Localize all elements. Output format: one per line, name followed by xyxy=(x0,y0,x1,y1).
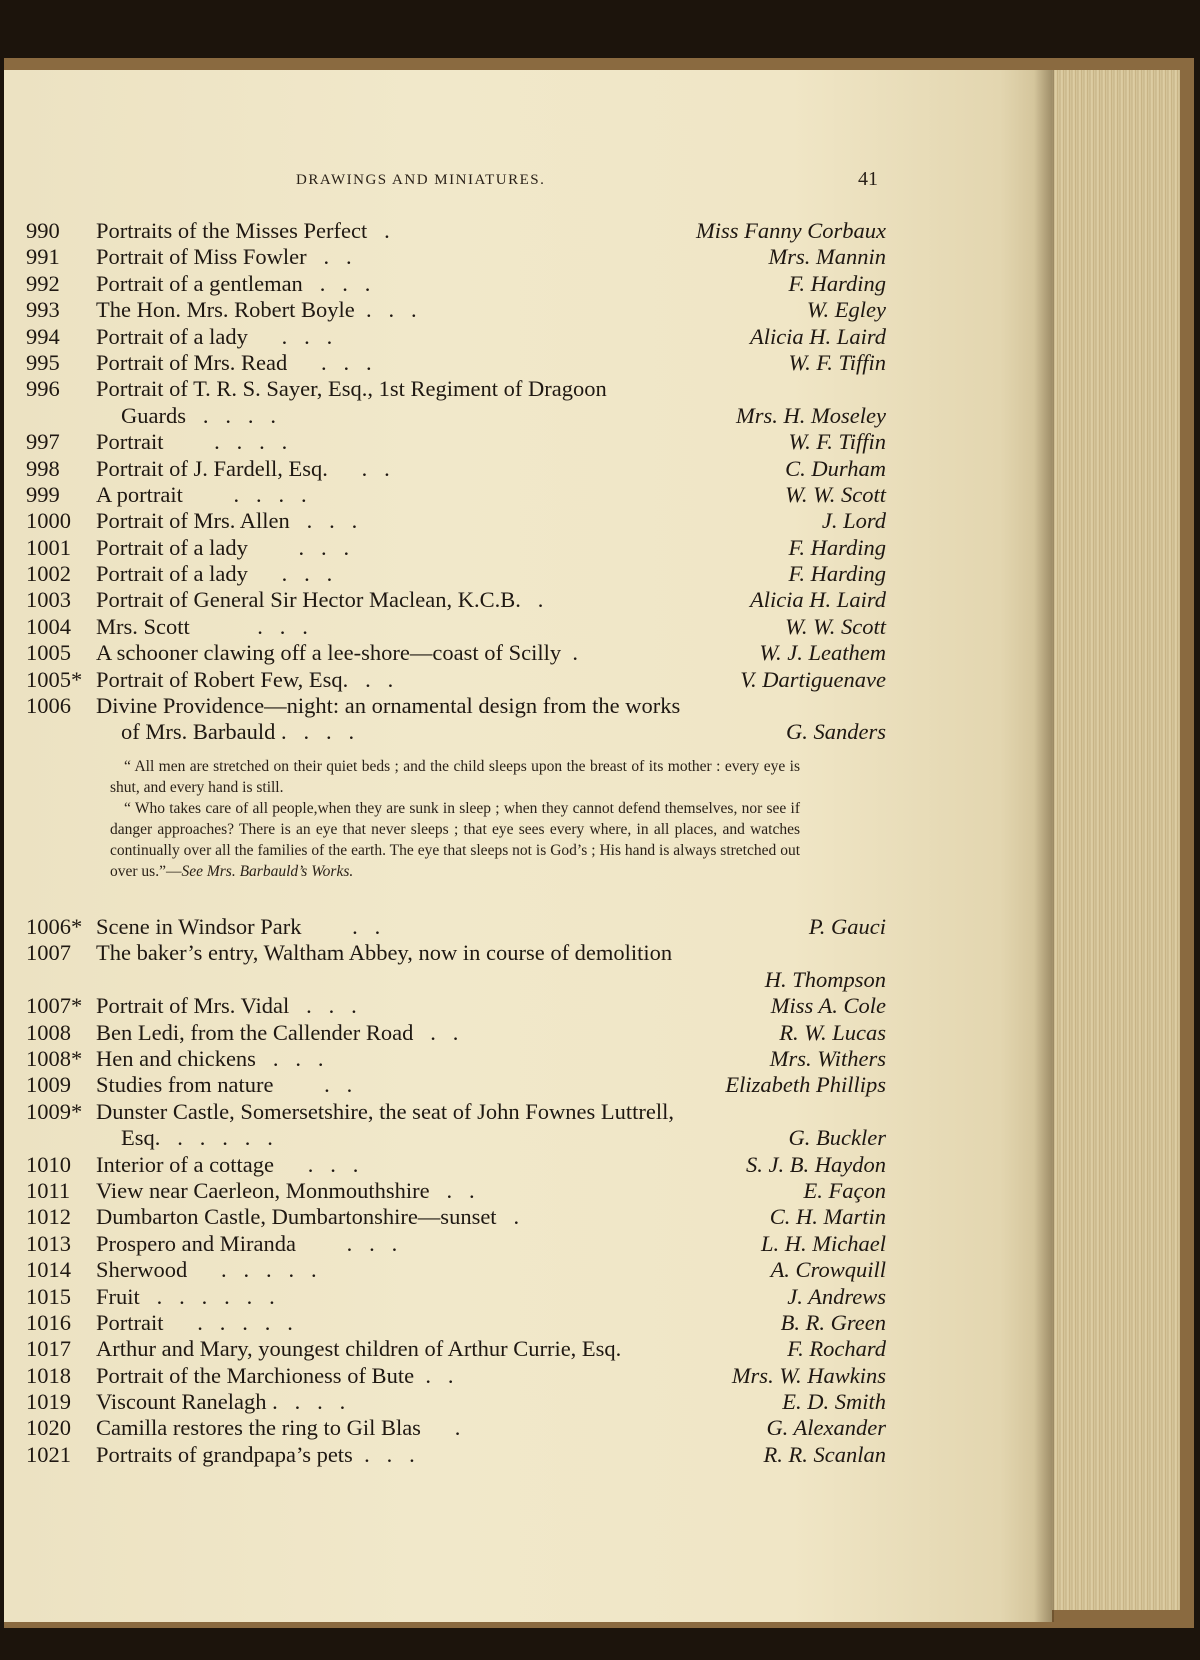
entry-title: Dumbarton Castle, Dumbartonshire—sunset . xyxy=(96,1204,520,1230)
entry-title: Portrait of Robert Few, Esq. . . xyxy=(96,666,394,692)
leader-dots: . . . xyxy=(255,1045,324,1071)
entry-number: 1008* xyxy=(26,1045,83,1071)
catalogue-entry xyxy=(26,940,886,993)
catalogue-entry xyxy=(26,914,886,940)
entry-number: 1015 xyxy=(26,1283,71,1309)
entry-title: Scene in Windsor Park . . xyxy=(96,914,381,939)
leader-dots: . . . xyxy=(287,349,372,375)
catalogue-entry xyxy=(26,1389,886,1415)
entry-artist: W. W. Scott xyxy=(785,481,886,507)
leader-dots: . xyxy=(561,640,578,666)
entry-number: 1021 xyxy=(26,1441,71,1467)
catalogue-entry xyxy=(26,350,886,376)
entry-line-2 xyxy=(26,1125,886,1151)
entry-number: 1006 xyxy=(26,693,71,719)
entry-number: 991 xyxy=(26,244,60,270)
leader-dots: . . . xyxy=(247,534,350,560)
entry-number: 1017 xyxy=(26,1336,71,1362)
catalogue-entry xyxy=(26,456,886,482)
entry-number: 1003 xyxy=(26,587,71,613)
leader-dots: . . . . xyxy=(182,481,307,507)
leader-dots: . . . xyxy=(189,613,308,639)
entry-title: Portrait of a gentleman . . . xyxy=(96,270,371,296)
entry-number: 1013 xyxy=(26,1230,71,1256)
entry-title: Fruit . . . . . . xyxy=(96,1283,275,1309)
entry-title: Divine Providence—night: an ornamental design from the works xyxy=(96,693,681,719)
entry-title: Camilla restores the ring to Gil Blas . xyxy=(96,1415,461,1441)
entry-title: Portrait . . . . xyxy=(96,429,288,455)
leader-dots: . . xyxy=(301,914,381,939)
entry-title: Portrait of Mrs. Vidal . . . xyxy=(96,993,357,1019)
entry-artist: Mrs. H. Moseley xyxy=(736,402,886,428)
leader-dots: . . . xyxy=(274,1151,359,1177)
catalogue-entry xyxy=(26,1442,886,1468)
entry-artist: B. R. Green xyxy=(780,1309,886,1335)
leader-dots: . . xyxy=(306,244,352,270)
entry-title: Portrait of T. R. S. Sayer, Esq., 1st Regiment of Dragoon xyxy=(96,376,607,402)
catalogue-entry xyxy=(26,1204,886,1230)
leader-dots: . . . . xyxy=(163,429,288,455)
entry-number: 1010 xyxy=(26,1151,71,1177)
catalogue-entry xyxy=(26,1284,886,1310)
entry-number: 1009* xyxy=(26,1098,83,1124)
catalogue-entry xyxy=(26,1231,886,1257)
entry-title: Portrait of Mrs. Allen . . . xyxy=(96,508,358,534)
catalogue-entry xyxy=(26,1099,886,1152)
entry-artist: Mrs. Mannin xyxy=(768,244,886,270)
entry-artist: G. Buckler xyxy=(788,1125,886,1151)
catalogue-entry xyxy=(26,376,886,429)
leader-dots: . xyxy=(520,587,544,613)
entry-title: Portrait . . . . . xyxy=(96,1309,293,1335)
entry-title: View near Caerleon, Monmouthshire . . xyxy=(96,1177,475,1203)
entry-line-1 xyxy=(26,1099,886,1125)
catalogue-entry xyxy=(26,508,886,534)
entry-artist: E. Façon xyxy=(803,1177,886,1203)
entry-artist: L. H. Michael xyxy=(761,1230,886,1256)
leader-dots: . . . . xyxy=(266,1389,346,1415)
entry-artist: R. W. Lucas xyxy=(779,1019,886,1045)
entry-number: 994 xyxy=(26,323,60,349)
catalogue-entry xyxy=(26,1257,886,1283)
entry-artist: Mrs. Withers xyxy=(769,1045,886,1071)
catalogue-entry xyxy=(26,1072,886,1098)
entry-number: 1012 xyxy=(26,1204,71,1230)
entry-title: The baker’s entry, Waltham Abbey, now in course of demolition xyxy=(96,940,673,966)
catalogue-entry xyxy=(26,1152,886,1178)
entry-number: 1016 xyxy=(26,1309,71,1335)
catalogue-entry xyxy=(26,693,886,746)
leader-dots: . . . xyxy=(302,270,371,296)
catalogue-entry xyxy=(26,1046,886,1072)
catalogue-entry xyxy=(26,1336,886,1362)
leader-dots: . . . xyxy=(289,993,357,1019)
entry-artist: P. Gauci xyxy=(808,914,886,939)
entry-artist: Alicia H. Laird xyxy=(749,587,886,613)
entry-title-continued: Guards . . . . xyxy=(121,402,276,428)
entry-number: 1007* xyxy=(26,993,83,1019)
entry-artist: G. Alexander xyxy=(766,1415,886,1441)
entry-artist: F. Harding xyxy=(788,270,886,296)
entry-title: Portrait of Mrs. Read . . . xyxy=(96,349,372,375)
leader-dots: . . . xyxy=(286,719,355,745)
entry-artist: C. H. Martin xyxy=(769,1204,886,1230)
leader-dots: . xyxy=(420,1415,461,1441)
entry-artist: F. Rochard xyxy=(787,1336,886,1362)
entry-artist: F. Harding xyxy=(788,534,886,560)
entry-artist: S. J. B. Haydon xyxy=(746,1151,886,1177)
entry-title: Mrs. Scott . . . xyxy=(96,613,308,639)
entry-title: A schooner clawing off a lee-shore—coast of Scilly . xyxy=(96,640,578,666)
page-number: 41 xyxy=(858,168,878,190)
entry-title: Portrait of a lady . . . xyxy=(96,323,333,349)
entry-title: Portrait of J. Fardell, Esq. . . xyxy=(96,455,390,481)
catalogue-entry xyxy=(26,535,886,561)
catalogue-list-lower xyxy=(26,914,886,1468)
entry-number: 995 xyxy=(26,349,60,375)
leader-dots: . . xyxy=(414,1362,454,1388)
entry-line-2 xyxy=(26,403,886,429)
leader-dots: . . xyxy=(348,666,394,692)
catalogue-entry xyxy=(26,1020,886,1046)
entry-number: 1006* xyxy=(26,914,83,939)
leader-dots: . . . . . . xyxy=(139,1283,275,1309)
entry-title: Dunster Castle, Somersetshire, the seat of John Fownes Luttrell, xyxy=(96,1098,675,1124)
page-fore-edge xyxy=(1046,70,1180,1610)
entry-title: Hen and chickens . . . xyxy=(96,1045,324,1071)
entry-artist: W. F. Tiffin xyxy=(788,429,886,455)
entry-title: Portraits of grandpapa’s pets . . . xyxy=(96,1441,415,1467)
entry-number: 996 xyxy=(26,376,60,402)
catalogue-entry xyxy=(26,667,886,693)
entry-number: 1002 xyxy=(26,561,71,587)
entry-title: Sherwood . . . . . xyxy=(96,1257,317,1283)
entry-artist: Miss Fanny Corbaux xyxy=(696,218,886,243)
leader-dots: . . . . . xyxy=(163,1309,293,1335)
entry-number: 998 xyxy=(26,455,60,481)
entry-number: 1000 xyxy=(26,508,71,534)
catalogue-entry xyxy=(26,297,886,323)
entry-artist: H. Thompson xyxy=(764,966,886,992)
entry-number: 1014 xyxy=(26,1257,71,1283)
entry-number: 1005 xyxy=(26,640,71,666)
entry-title: Portrait of Miss Fowler . . xyxy=(96,244,352,270)
entry-artist: J. Lord xyxy=(821,508,886,534)
entry-title: Interior of a cottage . . . xyxy=(96,1151,359,1177)
entry-number: 993 xyxy=(26,297,60,323)
entry-title: Portrait of a lady . . . xyxy=(96,534,350,560)
entry-artist: J. Andrews xyxy=(787,1283,886,1309)
entry-artist: W. Egley xyxy=(806,297,886,323)
catalogue-entry xyxy=(26,244,886,270)
catalogue-entry xyxy=(26,218,886,244)
leader-dots: . . xyxy=(429,1177,475,1203)
entry-number: 990 xyxy=(26,218,60,243)
entry-artist: W. F. Tiffin xyxy=(788,349,886,375)
catalogue-entry xyxy=(26,1310,886,1336)
entry-title: The Hon. Mrs. Robert Boyle . . . xyxy=(96,297,417,323)
catalogue-entry xyxy=(26,324,886,350)
entry-line-1 xyxy=(26,940,886,966)
leader-dots: . . xyxy=(327,455,390,481)
leader-dots: . . xyxy=(413,1019,459,1045)
leader-dots: . . . xyxy=(289,508,358,534)
entry-number: 992 xyxy=(26,270,60,296)
page-edge-shadow xyxy=(1034,70,1054,1622)
catalogue-entry xyxy=(26,1178,886,1204)
leader-dots: . . . . xyxy=(185,402,276,428)
leader-dots: . xyxy=(496,1204,520,1230)
catalogue-entry xyxy=(26,1363,886,1389)
entry-title: Prospero and Miranda . . . xyxy=(96,1230,398,1256)
entry-title: Viscount Ranelagh . . . . xyxy=(96,1389,346,1415)
entry-artist: W. J. Leathem xyxy=(759,640,886,666)
entry-artist: Elizabeth Phillips xyxy=(725,1072,886,1098)
entry-artist: C. Durham xyxy=(785,455,886,481)
entry-title: Studies from nature . . xyxy=(96,1072,353,1098)
entry-number: 1009 xyxy=(26,1072,71,1098)
catalogue-entry xyxy=(26,1415,886,1441)
entry-title-continued: of Mrs. Barbauld . . . . xyxy=(121,719,355,745)
entry-artist: F. Harding xyxy=(788,561,886,587)
entry-title: A portrait . . . . xyxy=(96,481,307,507)
leader-dots: . . . xyxy=(247,323,333,349)
entry-number: 1005* xyxy=(26,666,83,692)
catalogue-entry xyxy=(26,429,886,455)
entry-line-2 xyxy=(26,967,886,993)
entry-number: 1001 xyxy=(26,534,71,560)
entry-title: Portraits of the Misses Perfect . xyxy=(96,218,390,243)
catalogue-entry xyxy=(26,482,886,508)
quote-paragraph-1: “ All men are stretched on their quiet beds ; and the child sleeps upon the breast of its mother : every eye is shut, and every hand is still. xyxy=(110,758,800,796)
quote-paragraph-2-text: “ Who takes care of all people,when they are sunk in sleep ; when they cannot defend themselves, nor see if danger approaches? There is an eye that never sleeps ; that eye sees every where, in all places, and watches continually over all the families of the earth. The eye that sleeps not is God’s ; His hand is always stretched out over us.”— xyxy=(110,800,800,880)
leader-dots: . . . xyxy=(354,297,417,323)
entry-line-1 xyxy=(26,376,886,402)
entry-title-continued: Esq. . . . . . xyxy=(121,1125,273,1151)
entry-artist: A. Crowquill xyxy=(770,1257,886,1283)
leader-dots: . . xyxy=(273,1072,353,1098)
entry-title: Portrait of the Marchioness of Bute . . xyxy=(96,1362,454,1388)
entry-line-1 xyxy=(26,693,886,719)
entry-artist: V. Dartiguenave xyxy=(740,666,886,692)
entry-artist: Mrs. W. Hawkins xyxy=(731,1362,886,1388)
catalogue-entry xyxy=(26,993,886,1019)
quote-paragraph-2 xyxy=(110,798,800,882)
catalogue-entry xyxy=(26,587,886,613)
entry-artist: Miss A. Cole xyxy=(770,993,886,1019)
leader-dots: . xyxy=(367,218,390,243)
entry-line-2 xyxy=(26,719,886,745)
entry-number: 1008 xyxy=(26,1019,71,1045)
entry-artist: W. W. Scott xyxy=(785,613,886,639)
catalogue-entry xyxy=(26,614,886,640)
leader-dots: . . . xyxy=(352,1441,415,1467)
leader-dots: . . . . . xyxy=(160,1125,273,1151)
entry-title: Portrait of General Sir Hector Maclean, K.C.B. . xyxy=(96,587,544,613)
catalogue-entry xyxy=(26,561,886,587)
entry-artist: G. Sanders xyxy=(786,719,886,745)
running-head: DRAWINGS AND MINIATURES. xyxy=(296,172,546,188)
entry-title: Portrait of a lady . . . xyxy=(96,561,333,587)
entry-number: 1018 xyxy=(26,1362,71,1388)
entry-title: Arthur and Mary, youngest children of Arthur Currie, Esq. xyxy=(96,1336,622,1362)
leader-dots: . . . . . xyxy=(187,1257,317,1283)
leader-dots: . . . xyxy=(295,1230,398,1256)
entry-number: 999 xyxy=(26,481,60,507)
entry-artist: E. D. Smith xyxy=(782,1389,886,1415)
entry-number: 1020 xyxy=(26,1415,71,1441)
epigraph-quote xyxy=(110,756,800,882)
entry-number: 997 xyxy=(26,429,60,455)
entry-number: 1019 xyxy=(26,1389,71,1415)
entry-title: Ben Ledi, from the Callender Road . . xyxy=(96,1019,459,1045)
entry-number: 1011 xyxy=(26,1177,71,1203)
entry-artist: R. R. Scanlan xyxy=(763,1441,886,1467)
catalogue-entry xyxy=(26,271,886,297)
entry-number: 1004 xyxy=(26,613,71,639)
entry-number: 1007 xyxy=(26,940,71,966)
leader-dots: . . . xyxy=(247,561,333,587)
catalogue-list-upper xyxy=(26,218,886,746)
entry-artist: Alicia H. Laird xyxy=(749,323,886,349)
catalogue-entry xyxy=(26,640,886,666)
quote-source: See Mrs. Barbauld’s Works. xyxy=(181,863,354,880)
